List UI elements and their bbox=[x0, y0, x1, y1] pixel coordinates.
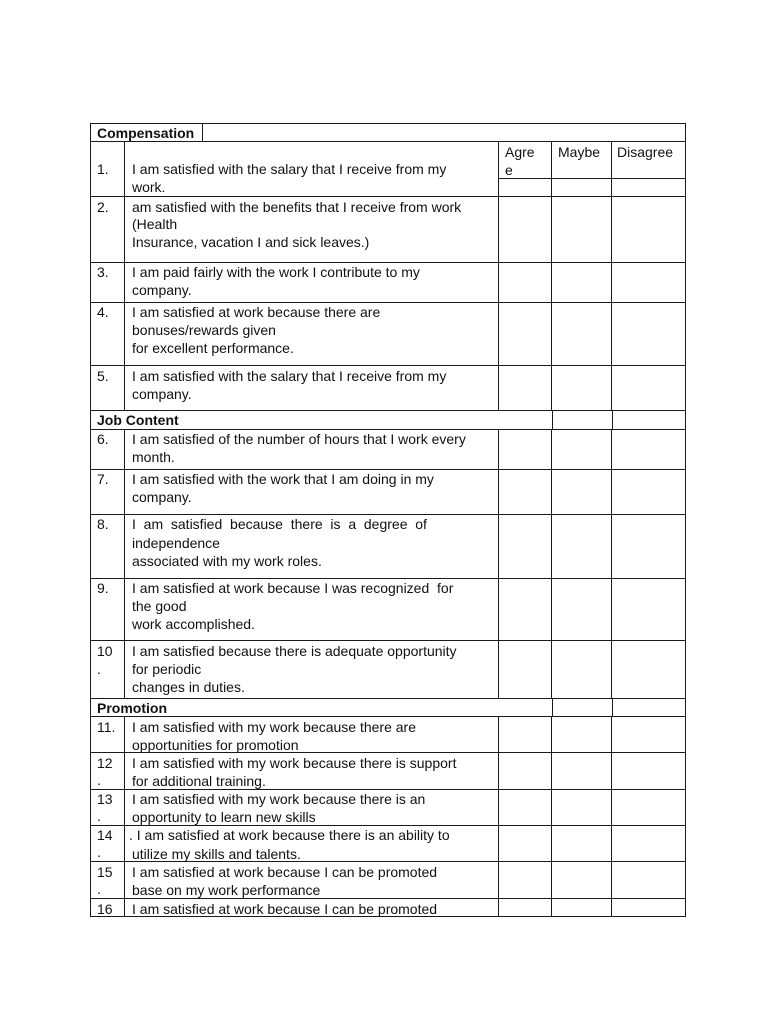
item-number: 14 bbox=[97, 827, 113, 843]
item-number: 6. bbox=[97, 431, 109, 447]
agree-header-part1: Agre bbox=[505, 144, 535, 160]
item-number: 10 bbox=[97, 643, 113, 659]
item-number: 13 bbox=[97, 791, 113, 807]
item-number: 2. bbox=[97, 199, 109, 215]
item-text: work. bbox=[132, 179, 166, 195]
item-number-dot: . bbox=[97, 772, 101, 788]
item-text: Insurance, vacation I and sick leaves.) bbox=[132, 234, 370, 250]
item-text: I am satisfied at work because there are bbox=[132, 304, 381, 320]
item-text: I am satisfied with the salary that I receive from my bbox=[132, 368, 447, 384]
item-text: I am satisfied because there is a degree of bbox=[132, 516, 427, 532]
item-number: 15 bbox=[97, 864, 113, 880]
item-text: changes in duties. bbox=[132, 679, 245, 695]
item-text: I am satisfied with my work because there are bbox=[132, 719, 417, 735]
item-number: 7. bbox=[97, 471, 109, 487]
item-text: I am paid fairly with the work I contribute to my bbox=[132, 264, 420, 280]
item-text: opportunities for promotion bbox=[132, 737, 299, 753]
item-number: 3. bbox=[97, 264, 109, 280]
item-text: I am satisfied with the work that I am doing in my bbox=[132, 471, 434, 487]
item-text: I am satisfied with the salary that I receive from my bbox=[132, 161, 447, 177]
item-text: utilize my skills and talents. bbox=[132, 846, 301, 862]
item-number: 8. bbox=[97, 516, 109, 532]
item-text: company. bbox=[132, 489, 192, 505]
item-text: . I am satisfied at work because there is an ability to bbox=[129, 827, 450, 843]
item-number-dot: . bbox=[97, 808, 101, 824]
item-text: I am satisfied because there is adequate opportunity bbox=[132, 643, 457, 659]
item-text: I am satisfied at work because I can be promoted bbox=[132, 864, 438, 880]
item-text: month. bbox=[132, 449, 175, 465]
item-text: independence bbox=[132, 535, 220, 551]
item-number: 4. bbox=[97, 304, 109, 320]
item-number-dot: . bbox=[97, 661, 101, 677]
item-text: company. bbox=[132, 386, 192, 402]
item-text: base on my work performance bbox=[132, 882, 321, 898]
item-number: 16 bbox=[97, 901, 113, 917]
item-text: I am satisfied with my work because there is an bbox=[132, 791, 426, 807]
item-number: 5. bbox=[97, 368, 109, 384]
item-text: bonuses/rewards given bbox=[132, 322, 276, 338]
item-text: the good bbox=[132, 598, 187, 614]
item-text: I am satisfied of the number of hours that I work every bbox=[132, 431, 466, 447]
item-number: 11. bbox=[97, 719, 116, 735]
item-text: for excellent performance. bbox=[132, 340, 294, 356]
item-number: 9. bbox=[97, 580, 109, 596]
item-number-dot: . bbox=[97, 844, 101, 860]
item-number: 12 bbox=[97, 755, 113, 771]
section-promotion: Promotion bbox=[97, 700, 167, 716]
section-compensation: Compensation bbox=[97, 125, 195, 141]
section-job-content: Job Content bbox=[97, 412, 179, 428]
maybe-header: Maybe bbox=[558, 144, 601, 160]
item-text: company. bbox=[132, 282, 192, 298]
item-text: opportunity to learn new skills bbox=[132, 809, 316, 825]
item-text: for periodic bbox=[132, 661, 202, 677]
item-text: am satisfied with the benefits that I receive from work bbox=[132, 199, 462, 215]
item-text: work accomplished. bbox=[132, 616, 255, 632]
item-text: I am satisfied at work because I was recognized for bbox=[132, 580, 454, 596]
item-text: I am satisfied with my work because there is support bbox=[132, 755, 457, 771]
item-text: associated with my work roles. bbox=[132, 553, 322, 569]
agree-header-part2: e bbox=[505, 162, 513, 178]
item-text: for additional training. bbox=[132, 773, 266, 789]
item-number: 1. bbox=[97, 161, 109, 177]
item-number-dot: . bbox=[97, 881, 101, 897]
item-text: (Health bbox=[132, 216, 178, 232]
item-text: I am satisfied at work because I can be promoted bbox=[132, 901, 438, 917]
disagree-header: Disagree bbox=[617, 144, 674, 160]
